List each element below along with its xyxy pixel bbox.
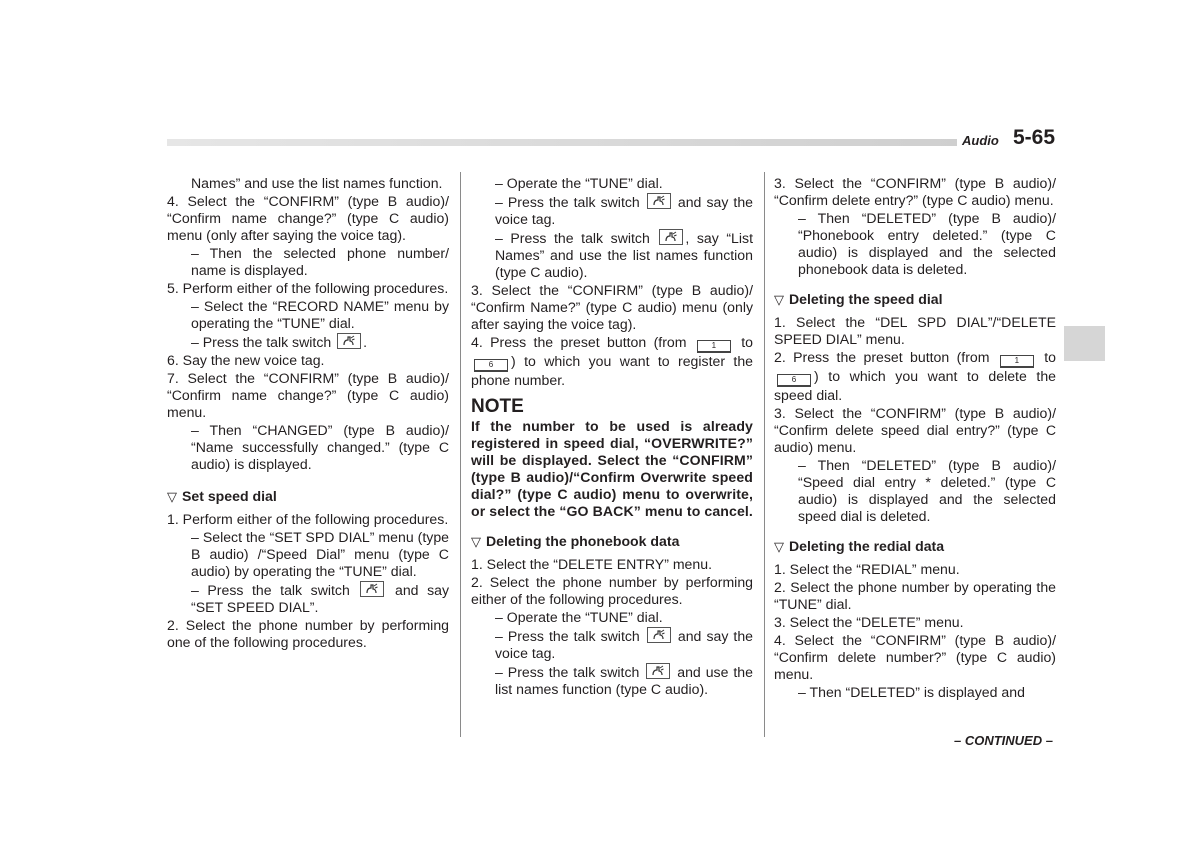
page-number: 5-65 [1013,126,1056,149]
step-7: 7. Select the “CONFIRM” (type B audio)/ “Confirm name change?” (type C audio) menu. [167,370,449,420]
heading-text: Deleting the redial data [789,538,945,554]
step-4: 4. Select the “CONFIRM” (type B audio)/ “Confirm delete number?” (type C audio) menu. [774,632,1056,682]
step-6: 6. Say the new voice tag. [167,352,325,368]
triangle-icon: ▽ [167,489,177,504]
section-heading [774,291,1056,308]
triangle-icon: ▽ [774,292,784,307]
column-divider [460,172,461,737]
preset-button-icon: 6 [474,359,508,372]
heading-text: Set speed dial [182,488,277,504]
text: 4. Press the preset button (from [471,334,687,350]
step-1: 1. Select the “DEL SPD DIAL”/“DELETE SPEED DIAL” menu. [774,314,1056,347]
step-3: 3. Select the “CONFIRM” (type B audio)/ “Confirm Name?” (type C audio) menu (only after saying the voice tag). [471,282,753,332]
preset-button-icon: 6 [777,374,811,387]
triangle-icon: ▽ [774,539,784,554]
header-section-title: Audio [962,133,999,148]
step-2 [774,349,1056,404]
continued-label: – CONTINUED – [954,733,1053,748]
section-heading [167,488,449,505]
preset-button-icon: 1 [697,340,731,353]
heading-text: Deleting the phonebook data [486,533,680,549]
sub-step [167,581,449,616]
text: – Press the talk switch [495,194,640,210]
step-2: 2. Select the phone number by performing either of the following procedures. [471,574,753,607]
text: ) to which you want to register the phone number. [471,353,753,388]
talk-switch-icon [647,627,671,643]
sub-step: – Then “DELETED” (type B audio)/ “Phonebook entry deleted.” (type C audio) is displayed and the selected phonebook data is deleted. [798,210,1056,277]
sub-step: – Then “CHANGED” (type B audio)/ “Name successfully changed.” (type C audio) is displayed. [191,422,449,472]
sub-step [471,229,753,281]
preset-button-icon: 1 [1000,355,1034,368]
triangle-icon: ▽ [471,534,481,549]
paragraph: Names” and use the list names function. [191,175,443,191]
sub-step: – Then the selected phone number/ name is displayed. [191,245,449,278]
text: ) to which you want to delete the speed dial. [774,368,1056,403]
sub-step [167,333,449,351]
text: – Press the talk switch [191,334,332,350]
step-3: 3. Select the “CONFIRM” (type B audio)/ “Confirm delete entry?” (type C audio) menu. [774,175,1056,208]
sub-step: – Operate the “TUNE” dial. [495,609,663,625]
text: – Press the talk switch [495,628,640,644]
text: and say “SET SPEED DIAL”. [191,582,449,615]
text: and say the voice tag. [495,194,754,227]
column-3 [774,175,1056,702]
talk-switch-icon [337,333,361,349]
text: – Press the talk switch [495,230,650,246]
sub-step: – Then “DELETED” is displayed and [798,684,1025,700]
sub-step: – Operate the “TUNE” dial. [495,175,663,191]
text: and use the list names function (type C audio). [495,664,753,697]
sub-step [471,627,753,662]
heading-text: Deleting the speed dial [789,291,943,307]
sub-step [471,193,753,228]
step-2: 2. Select the phone number by performing one of the following procedures. [167,617,449,650]
text: , say “List Names” and use the list names function (type C audio). [495,230,753,280]
step-4: 4. Select the “CONFIRM” (type B audio)/ “Confirm name change?” (type C audio) menu (only after saying the voice tag). [167,193,449,243]
note-body: If the number to be used is already registered in speed dial, “OVERWRITE?” will be displayed. Select the “CONFIRM” (type B audio)/“Confirm Overwrite speed dial?” (type C audio) menu to overwrite, or select the “GO BACK” menu to cancel. [471,418,753,519]
step-2: 2. Select the phone number by operating the “TUNE” dial. [774,579,1056,612]
text: . [363,334,368,350]
column-2 [471,175,753,699]
step-5: 5. Perform either of the following procedures. [167,280,449,296]
step-1: 1. Select the “REDIAL” menu. [774,561,960,577]
section-heading [774,538,1056,555]
sub-step: – Select the “SET SPD DIAL” menu (type B audio) /“Speed Dial” menu (type C audio) by operating the “TUNE” dial. [191,529,449,579]
text: – Press the talk switch [191,582,350,598]
sub-step: – Then “DELETED” (type B audio)/ “Speed dial entry * deleted.” (type C audio) is displayed and the selected speed dial is deleted. [798,457,1056,524]
text: 2. Press the preset button (from [774,349,990,365]
step-3: 3. Select the “DELETE” menu. [774,614,964,630]
note-title: NOTE [471,396,524,417]
chapter-tab [1064,326,1105,361]
talk-switch-icon [646,663,670,679]
column-divider [764,172,765,737]
text: – Press the talk switch [495,664,640,680]
text: to [741,334,753,350]
step-1: 1. Select the “DELETE ENTRY” menu. [471,556,712,572]
talk-switch-icon [659,229,683,245]
section-heading [471,533,753,550]
text: to [1044,349,1056,365]
text: and say the voice tag. [495,628,754,661]
talk-switch-icon [360,581,384,597]
header-rule [167,139,957,146]
sub-step: – Select the “RECORD NAME” menu by operating the “TUNE” dial. [191,298,449,331]
column-1 [167,175,449,652]
sub-step [471,663,753,698]
step-1: 1. Perform either of the following procedures. [167,511,449,527]
step-3: 3. Select the “CONFIRM” (type B audio)/ “Confirm delete speed dial entry?” (type C audio) menu. [774,405,1056,455]
step-4 [471,334,753,389]
talk-switch-icon [647,193,671,209]
